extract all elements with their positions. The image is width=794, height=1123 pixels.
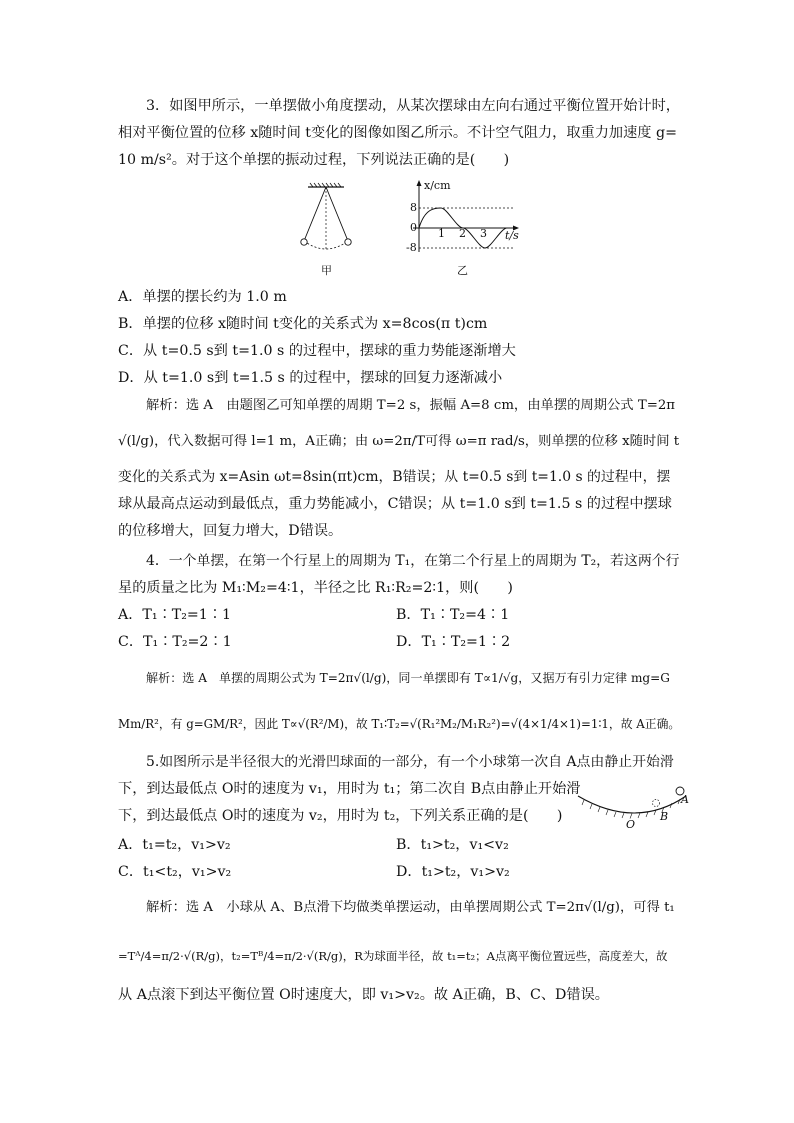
q3-analysis-line-3: 变化的关系式为 x=Asin ωt=8sin(πt)cm，B错误；从 t=0.5 s到 t=1.0 s 的过程中，摆 — [118, 469, 671, 485]
q3-analysis-line-4: 球从最高点运动到最低点，重力势能减小，C错误；从 t=1.0 s到 t=1.5 s 的过程中摆球 — [118, 496, 672, 512]
q5-option-a: A．t₁=t₂，v₁>v₂ — [118, 837, 231, 853]
q3-stem-line-2: 相对平衡位置的位移 x随时间 t变化的图像如图乙所示。不计空气阻力，取重力加速度 g= — [118, 125, 677, 141]
q4-stem-line-1: 4．一个单摆，在第一个行星上的周期为 T₁，在第二个行星上的周期为 T₂，若这两个行 — [146, 553, 680, 569]
surface-label-a: A — [681, 793, 689, 806]
q5-analysis-line-3: 从 A点滚下到达平衡位置 O时速度大，即 v₁>v₂。故 A正确，B、C、D错误。 — [118, 987, 609, 1003]
fig-yi-label: 乙 — [457, 264, 468, 277]
q4-option-c: C．T₁∶T₂=2∶1 — [118, 634, 232, 650]
q3-stem-line-3: 10 m/s²。对于这个单摆的振动过程，下列说法正确的是( ) — [118, 152, 510, 168]
graph-y-tick-0: 0 — [410, 221, 417, 234]
q5-option-d: D．t₁>t₂，v₁>v₂ — [396, 864, 510, 880]
q4-analysis-line-1: 解析：选 A 单摆的周期公式为 T=2π√(l/g)，同一单摆即有 T∝1/√g，又据万有引力定律 mg=G — [146, 671, 670, 685]
q5-option-b: B．t₁>t₂，v₁<v₂ — [396, 837, 509, 853]
surface-label-b: B — [660, 810, 669, 823]
graph-x-tick-2: 2 — [459, 227, 466, 240]
q4-stem-line-2: 星的质量之比为 M₁∶M₂=4∶1，半径之比 R₁∶R₂=2∶1，则( ) — [118, 580, 513, 596]
q3-option-a: A．单摆的摆长约为 1.0 m — [118, 289, 287, 305]
q4-option-d: D．T₁∶T₂=1∶2 — [396, 634, 511, 650]
graph-x-tick-3: 3 — [480, 227, 487, 240]
q4-analysis-line-2: Mm/R²，有 g=GM/R²，因此 T∝√(R²/M)，故 T₁∶T₂=√(R₁²M₂/M₁R₂²)=√(4×1/4×1)=1∶1，故 A正确。 — [118, 717, 681, 731]
graph-x-axis-label: t/s — [505, 229, 519, 242]
graph-y-tick-8: 8 — [410, 201, 417, 214]
graph-y-axis-label: x/cm — [424, 179, 451, 192]
q4-option-a: A．T₁∶T₂=1∶1 — [118, 607, 232, 623]
q3-analysis-line-2: √(l/g)，代入数据可得 l=1 m，A正确；由 ω=2π/T可得 ω=π rad/s，则单摆的位移 x随时间 t — [118, 434, 680, 449]
q3-option-b: B．单摆的位移 x随时间 t变化的关系式为 x=8cos(π t)cm — [118, 316, 488, 332]
q3-analysis-line-5: 的位移增大，回复力增大，D错误。 — [118, 523, 343, 539]
q5-analysis-line-1: 解析：选 A 小球从 A、B点滑下均做类单摆运动，由单摆周期公式 T=2π√(l/g)，可得 t₁ — [146, 900, 675, 915]
pendulum-figure — [260, 183, 360, 273]
xt-graph — [405, 180, 545, 260]
q3-option-c: C．从 t=0.5 s到 t=1.0 s 的过程中，摆球的重力势能逐渐增大 — [118, 343, 516, 359]
q5-stem-line-3: 下，到达最低点 O时的速度为 v₂，用时为 t₂，下列关系正确的是( ) — [118, 808, 563, 824]
surface-label-o: O — [626, 818, 636, 831]
graph-x-tick-1: 1 — [438, 227, 445, 240]
concave-surface-figure — [576, 782, 696, 832]
q5-stem-line-1: 5.如图所示是半径很大的光滑凹球面的一部分，有一个小球第一次自 A点由静止开始滑 — [146, 754, 674, 770]
q3-option-d: D．从 t=1.0 s到 t=1.5 s 的过程中，摆球的回复力逐渐减小 — [118, 370, 503, 386]
fig-jia-label: 甲 — [321, 264, 332, 277]
q5-option-c: C．t₁<t₂，v₁>v₂ — [118, 864, 232, 880]
graph-y-tick-neg8: -8 — [406, 241, 417, 254]
q3-analysis-line-1: 解析：选 A 由题图乙可知单摆的周期 T=2 s，振幅 A=8 cm，由单摆的周期公式 T=2π — [146, 398, 676, 413]
q3-stem-line-1: 3．如图甲所示，一单摆做小角度摆动，从某次摆球由左向右通过平衡位置开始计时， — [146, 98, 680, 114]
q5-analysis-line-2: =Tᴬ/4=π/2·√(R/g)，t₂=Tᴮ/4=π/2·√(R/g)，R为球面半径，故 t₁=t₂；A点离平衡位置远些，高度差大，故 — [118, 949, 668, 963]
q5-stem-line-2: 下，到达最低点 O时的速度为 v₁，用时为 t₁；第二次自 B点由静止开始滑 — [118, 781, 581, 797]
q4-option-b: B．T₁∶T₂=4∶1 — [396, 607, 510, 623]
